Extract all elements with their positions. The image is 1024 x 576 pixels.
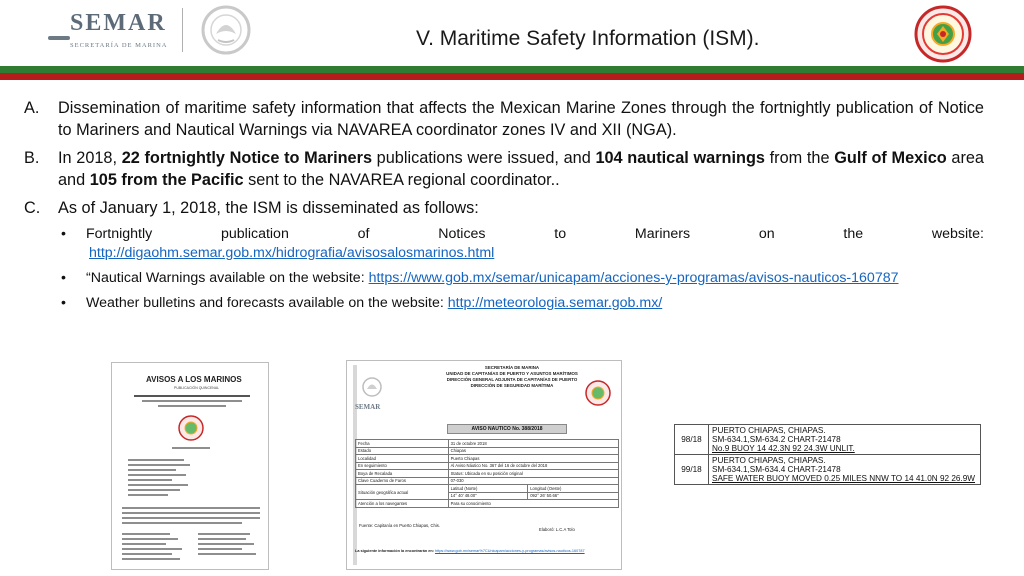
table-cell: Puerto Chiapas — [448, 455, 618, 463]
thumb1-text-line — [128, 464, 190, 466]
semar-logo-subtitle: SECRETARÍA DE MARINA — [70, 42, 168, 49]
thumb1-text-line — [122, 517, 260, 519]
table-row — [356, 447, 619, 455]
table-cell: 07-030 — [448, 477, 618, 485]
thumb2-aviso-number: AVISO NAUTICO No. 388/2018 — [447, 424, 567, 434]
item-text: area and — [58, 149, 984, 189]
table-row — [356, 500, 619, 508]
table-row — [675, 455, 981, 485]
warning-line: No.9 BUOY 14 42.3N 92 24.3W UNLIT. — [712, 444, 855, 453]
thumb1-text-line — [122, 558, 180, 560]
thumb1-text-line — [158, 405, 226, 407]
thumb1-text-line — [198, 543, 254, 545]
table-cell: Localidad — [356, 455, 449, 463]
warning-number: 99/18 — [675, 455, 709, 485]
warning-line: SAFE WATER BUOY MOVED 0.25 MILES NNW TO 14 41.0N 92 26.9W — [712, 474, 975, 483]
thumb1-text-line — [122, 522, 242, 524]
table-row — [356, 455, 619, 463]
item-b — [24, 147, 984, 191]
item-letter: C. — [24, 199, 41, 217]
thumb2-note-link: https://www.gob.mx/semar%7CUnicapam/acciones-y-programas/avisos-nauticos-160787 — [434, 549, 585, 553]
thumb1-text-line — [128, 469, 176, 471]
bullet-notices — [24, 225, 984, 263]
semar-logo — [40, 10, 180, 52]
thumb1-text-line — [198, 548, 242, 550]
bullet-list — [24, 225, 984, 313]
table-row — [356, 485, 619, 493]
table-cell: Atención a los navegantes — [356, 500, 449, 508]
thumb1-text-line — [172, 447, 210, 449]
notices-link[interactable]: http://digaohm.semar.gob.mx/hidrografia/avisosalosmarinos.html — [89, 245, 495, 261]
table-row — [356, 440, 619, 448]
avisos-marinos-thumbnail — [111, 362, 269, 570]
thumb1-text-line — [128, 489, 180, 491]
table-row — [356, 462, 619, 470]
thumb2-coat-of-arms-icon — [361, 375, 383, 399]
thumb1-text-line — [122, 553, 172, 555]
bullet-dot: • — [61, 226, 66, 242]
bullet-weather — [24, 294, 984, 313]
thumb2-heading-line: UNIDAD DE CAPITANÍAS DE PUERTO Y ASUNTOS MARÍTIMOS — [446, 371, 578, 376]
bullet-nautical-warnings — [24, 269, 984, 288]
thumb2-heading-line: DIRECCIÓN DE SEGURIDAD MARÍTIMA — [470, 383, 554, 388]
bullet-word: the — [843, 226, 864, 242]
thumb2-heading-line: DIRECCIÓN GENERAL ADJUNTA DE CAPITANÍAS DE PUERTO — [446, 377, 578, 382]
thumb1-subtitle: PUBLICACIÓN QUINCENAL — [174, 386, 220, 390]
warning-text — [709, 425, 981, 455]
bullet-text: Weather bulletins and forecasts available on the website: — [86, 295, 448, 311]
header-band-green — [0, 66, 1024, 73]
thumb1-text-line — [142, 400, 242, 402]
thumb2-details-table — [355, 439, 619, 508]
semar-logo-text: SEMAR — [70, 10, 167, 36]
table-cell: 14° 40' 48.00" — [448, 492, 528, 500]
item-text-bold: 104 nautical warnings — [595, 149, 765, 167]
item-text-bold: Gulf of Mexico — [834, 149, 947, 167]
bullet-word: to — [554, 226, 567, 242]
thumb2-semar-text: SEMAR — [355, 403, 381, 411]
table-cell: Longitud (Oeste) — [528, 485, 619, 493]
table-row — [356, 477, 619, 485]
bullet-word: Mariners — [634, 226, 691, 242]
table-cell: Status: Ubicada en su posición original — [448, 470, 618, 478]
bullet-text-line — [86, 225, 984, 244]
item-text: sent to the NAVAREA regional coordinator.. — [243, 171, 560, 189]
thumb2-note — [355, 549, 619, 554]
thumb1-text-line — [198, 538, 246, 540]
thumb1-text-line — [122, 543, 166, 545]
table-cell: Clave Cuaderno de Faros — [356, 477, 449, 485]
thumb1-title: AVISOS A LOS MARINOS — [146, 375, 242, 384]
thumb1-text-line — [122, 507, 260, 509]
thumb2-source: Fuente: Capitanía en Puerto Chiapas, Chis. — [359, 523, 441, 528]
bullet-word: Notices — [438, 226, 486, 242]
item-letter: B. — [24, 149, 40, 167]
warning-number: 98/18 — [675, 425, 709, 455]
thumb1-text-line — [128, 459, 184, 461]
thumb1-text-line — [134, 395, 250, 397]
mexico-coat-of-arms-icon — [198, 4, 254, 56]
table-row — [356, 470, 619, 478]
semar-swoosh-icon — [48, 36, 70, 40]
thumb1-text-line — [198, 553, 256, 555]
bullet-word: on — [758, 226, 775, 242]
item-letter: A. — [24, 99, 40, 117]
warning-line: PUERTO CHIAPAS, CHIAPAS. — [712, 426, 826, 435]
bullet-dot: • — [61, 295, 66, 311]
item-text-bold: 22 fortnightly Notice to Mariners — [121, 149, 372, 167]
bullet-word: publication — [221, 226, 289, 242]
thumb2-signature: Elaboró: L.C.A Tolo — [539, 527, 575, 532]
item-text: from the — [764, 149, 835, 167]
thumb1-text-line — [198, 533, 250, 535]
thumb1-text-line — [128, 484, 188, 486]
table-cell: Situación geográfica actual — [356, 485, 449, 500]
page-title: V. Maritime Safety Information (ISM). — [416, 27, 760, 50]
warning-line: PUERTO CHIAPAS, CHIAPAS. — [712, 456, 826, 465]
header-band-red — [0, 73, 1024, 80]
table-cell: 092° 26' 50.66" — [528, 492, 619, 500]
navy-emblem-icon — [914, 4, 972, 64]
item-text-bold: 105 from the Pacific — [89, 171, 244, 189]
aviso-nautico-thumbnail — [346, 360, 622, 570]
thumb1-text-line — [122, 533, 170, 535]
bullet-word: of — [357, 226, 370, 242]
table-cell: Para su conocimiento — [448, 500, 618, 508]
bullet-word: website: — [931, 226, 984, 242]
item-a — [24, 97, 984, 141]
table-cell: Latitud (Norte) — [448, 485, 528, 493]
thumb1-text-line — [128, 479, 172, 481]
item-text: Dissemination of maritime safety information that affects the Mexican Marine Zones through the fortnightly publication of Notice to Mariners and Nautical Warnings via NAVAREA coordinator zones IV and XII (NGA). — [58, 99, 984, 139]
warning-line: SM-634.1,SM-634.4 CHART-21478 — [712, 465, 841, 474]
table-cell: Estado — [356, 447, 449, 455]
table-row — [675, 425, 981, 455]
bullet-dot: • — [61, 270, 66, 286]
thumb2-note-text: La siguiente información la encontrarán en: — [355, 549, 435, 553]
item-text: publications were issued, and — [372, 149, 596, 167]
table-cell: Fecha — [356, 440, 449, 448]
nautical-warnings-link[interactable]: https://www.gob.mx/semar/unicapam/acciones-y-programas/avisos-nauticos-160787 — [368, 270, 899, 286]
table-cell: Al Aviso Náutico No. 367 del 16 de octubre del 2018 — [448, 462, 618, 470]
thumb1-seal-icon — [178, 415, 204, 441]
table-cell: 31 de octubre 2018 — [448, 440, 618, 448]
bullet-text: “Nautical Warnings available on the website: — [86, 270, 369, 286]
thumb1-text-line — [128, 474, 186, 476]
thumb1-text-line — [122, 548, 182, 550]
table-cell: Boya de Recalada — [356, 470, 449, 478]
thumb2-navy-seal-icon — [585, 379, 611, 407]
thumb1-text-line — [122, 512, 260, 514]
thumb1-text-line — [128, 494, 168, 496]
header-divider — [182, 8, 183, 52]
item-c — [24, 197, 984, 219]
nautical-warnings-table — [674, 424, 981, 485]
weather-link[interactable]: http://meteorologia.semar.gob.mx/ — [447, 295, 663, 311]
warning-text — [709, 455, 981, 485]
thumb2-heading-line: SECRETARÍA DE MARINA — [484, 365, 540, 370]
bullet-word: Fortnightly — [86, 226, 153, 242]
thumb1-text-line — [122, 538, 178, 540]
slide-content — [24, 97, 984, 319]
slide-header — [0, 0, 1024, 66]
table-cell: En seguimiento — [356, 462, 449, 470]
table-cell: Chiapas — [448, 447, 618, 455]
item-text: In 2018, — [58, 149, 122, 167]
item-text: As of January 1, 2018, the ISM is disseminated as follows: — [58, 199, 479, 217]
warning-line: SM-634.1,SM-634.2 CHART-21478 — [712, 435, 841, 444]
